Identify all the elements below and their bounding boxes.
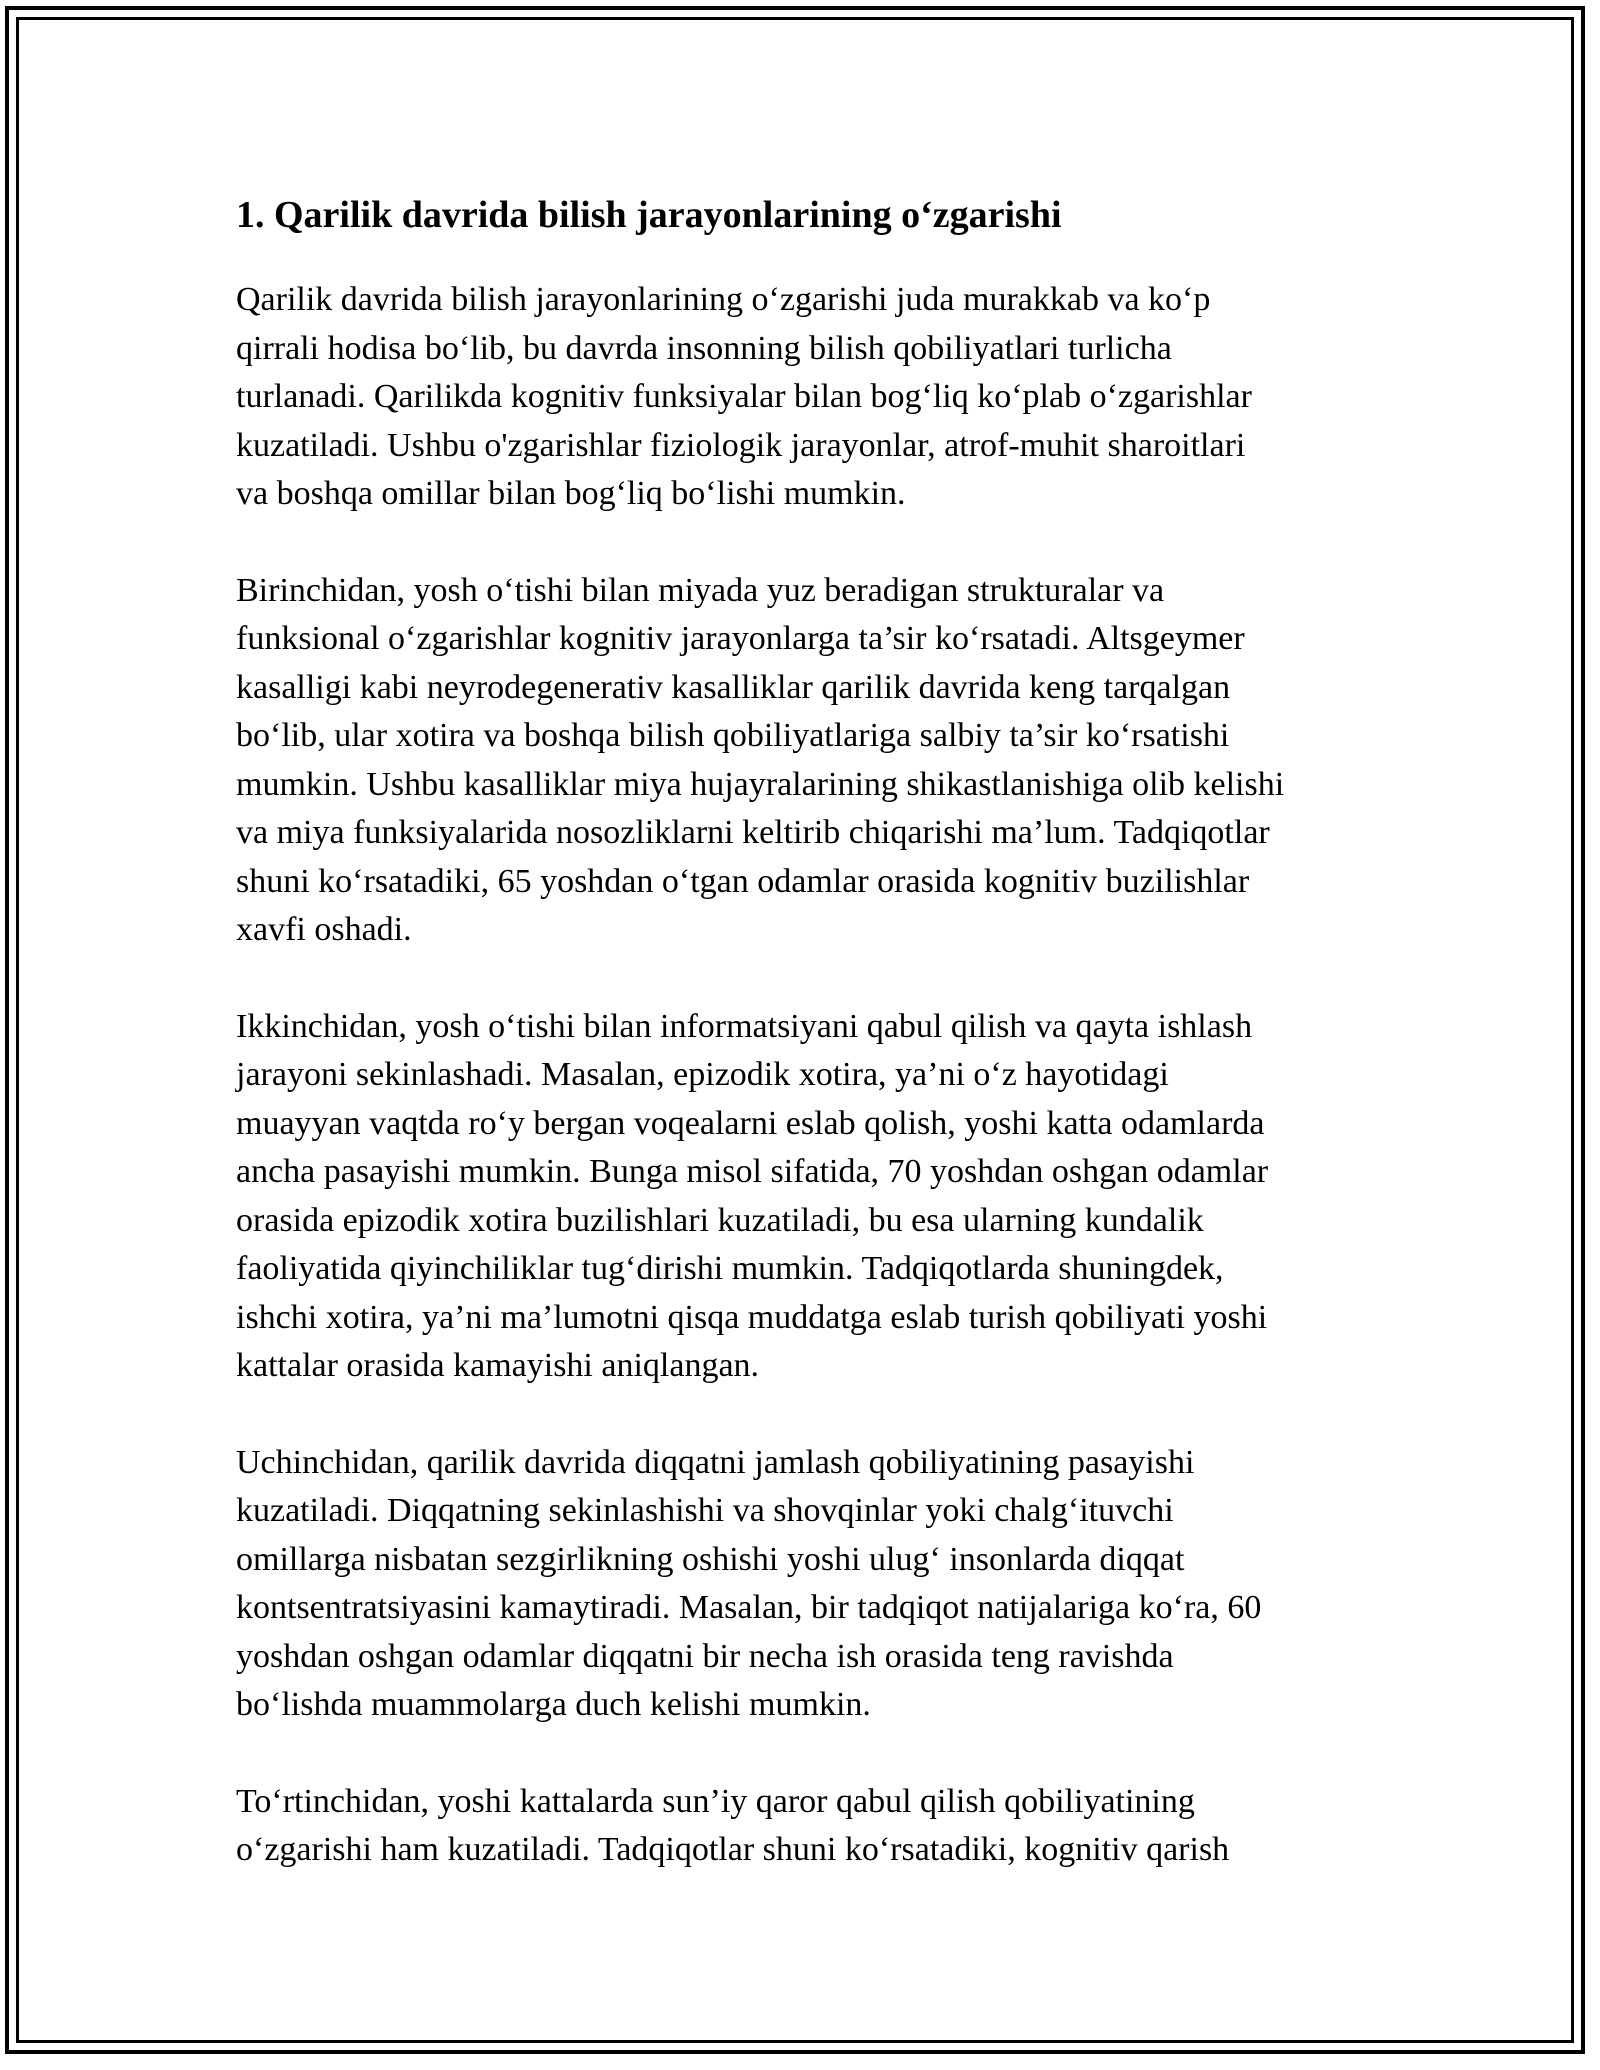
paragraph-1 [236,276,1376,519]
text-line: orasida epizodik xotira buzilishlari kuzatiladi, bu esa ularning kundalik [236,1201,1204,1239]
text-line: turlanadi. Qarilikda kognitiv funksiyalar bilan bog‘liq ko‘plab o‘zgarishlar [236,378,1252,415]
text-line: funksional o‘zgarishlar kognitiv jarayonlarga ta’sir ko‘rsatadi. Altsgeymer [236,620,1245,657]
text-line: kuzatiladi. Diqqatning sekinlashishi va shovqinlar yoki chalg‘ituvchi [236,1492,1174,1529]
text-line: shuni ko‘rsatadiki, 65 yoshdan o‘tgan odamlar orasida kognitiv buzilishlar [236,862,1250,900]
text-line: To‘rtinchidan, yoshi kattalarda sun’iy qaror qabul qilish qobiliyatining [236,1782,1195,1820]
text-line: kuzatiladi. Ushbu o'zgarishlar fiziologik jarayonlar, atrof-muhit sharoitlari [236,426,1246,464]
paragraph-2 [236,567,1376,955]
text-line: ishchi xotira, ya’ni ma’lumotni qisqa muddatga eslab turish qobiliyati yoshi [236,1298,1268,1336]
text-line: yoshdan oshgan odamlar diqqatni bir necha ish orasida teng ravishda [236,1637,1174,1675]
text-line: Ikkinchidan, yosh o‘tishi bilan informatsiyani qabul qilish va qayta ishlash [236,1007,1253,1045]
paragraph-4 [236,1439,1376,1730]
text-line: Uchinchidan, qarilik davrida diqqatni jamlash qobiliyatining pasayishi [236,1443,1195,1481]
text-line: qirrali hodisa bo‘lib, bu davrda insonning bilish qobiliyatlari turlicha [236,329,1172,367]
text-line: kontsentratsiyasini kamaytiradi. Masalan, bir tadqiqot natijalariga ko‘ra, 60 [236,1589,1262,1626]
section-heading: 1. Qarilik davrida bilish jarayonlarining o‘zgarishi [236,194,1062,236]
text-line: jarayoni sekinlashadi. Masalan, epizodik xotira, ya’ni o‘z hayotidagi [236,1056,1169,1093]
text-line: bo‘lishda muammolarga duch kelishi mumkin. [236,1686,871,1723]
text-line: omillarga nisbatan sezgirlikning oshishi yoshi ulug‘ insonlarda diqqat [236,1540,1185,1578]
text-line: muayyan vaqtda ro‘y bergan voqealarni eslab qolish, yoshi katta odamlarda [236,1104,1265,1142]
text-line: ancha pasayishi mumkin. Bunga misol sifatida, 70 yoshdan oshgan odamlar [236,1153,1269,1190]
text-line: bo‘lib, ular xotira va boshqa bilish qobiliyatlariga salbiy ta’sir ko‘rsatishi [236,717,1230,754]
paragraph-3 [236,1003,1376,1391]
paragraph-5 [236,1778,1376,1875]
text-line: Birinchidan, yosh o‘tishi bilan miyada yuz beradigan strukturalar va [236,571,1165,609]
text-line: va boshqa omillar bilan bog‘liq bo‘lishi mumkin. [236,475,906,512]
text-line: kattalar orasida kamayishi aniqlangan. [236,1347,760,1384]
document-body [236,184,1376,1923]
text-line: mumkin. Ushbu kasalliklar miya hujayralarining shikastlanishiga olib kelishi [236,765,1285,803]
text-line: o‘zgarishi ham kuzatiladi. Tadqiqotlar shuni ko‘rsatadiki, kognitiv qarish [236,1831,1230,1868]
text-line: Qarilik davrida bilish jarayonlarining o‘zgarishi juda murakkab va ko‘p [236,281,1211,318]
text-line: faoliyatida qiyinchiliklar tug‘dirishi mumkin. Tadqiqotlarda shuningdek, [236,1250,1224,1287]
text-line: kasalligi kabi neyrodegenerativ kasalliklar qarilik davrida keng tarqalgan [236,668,1231,706]
text-line: va miya funksiyalarida nosozliklarni keltirib chiqarishi ma’lum. Tadqiqotlar [236,814,1270,851]
text-line: xavfi oshadi. [236,911,412,948]
